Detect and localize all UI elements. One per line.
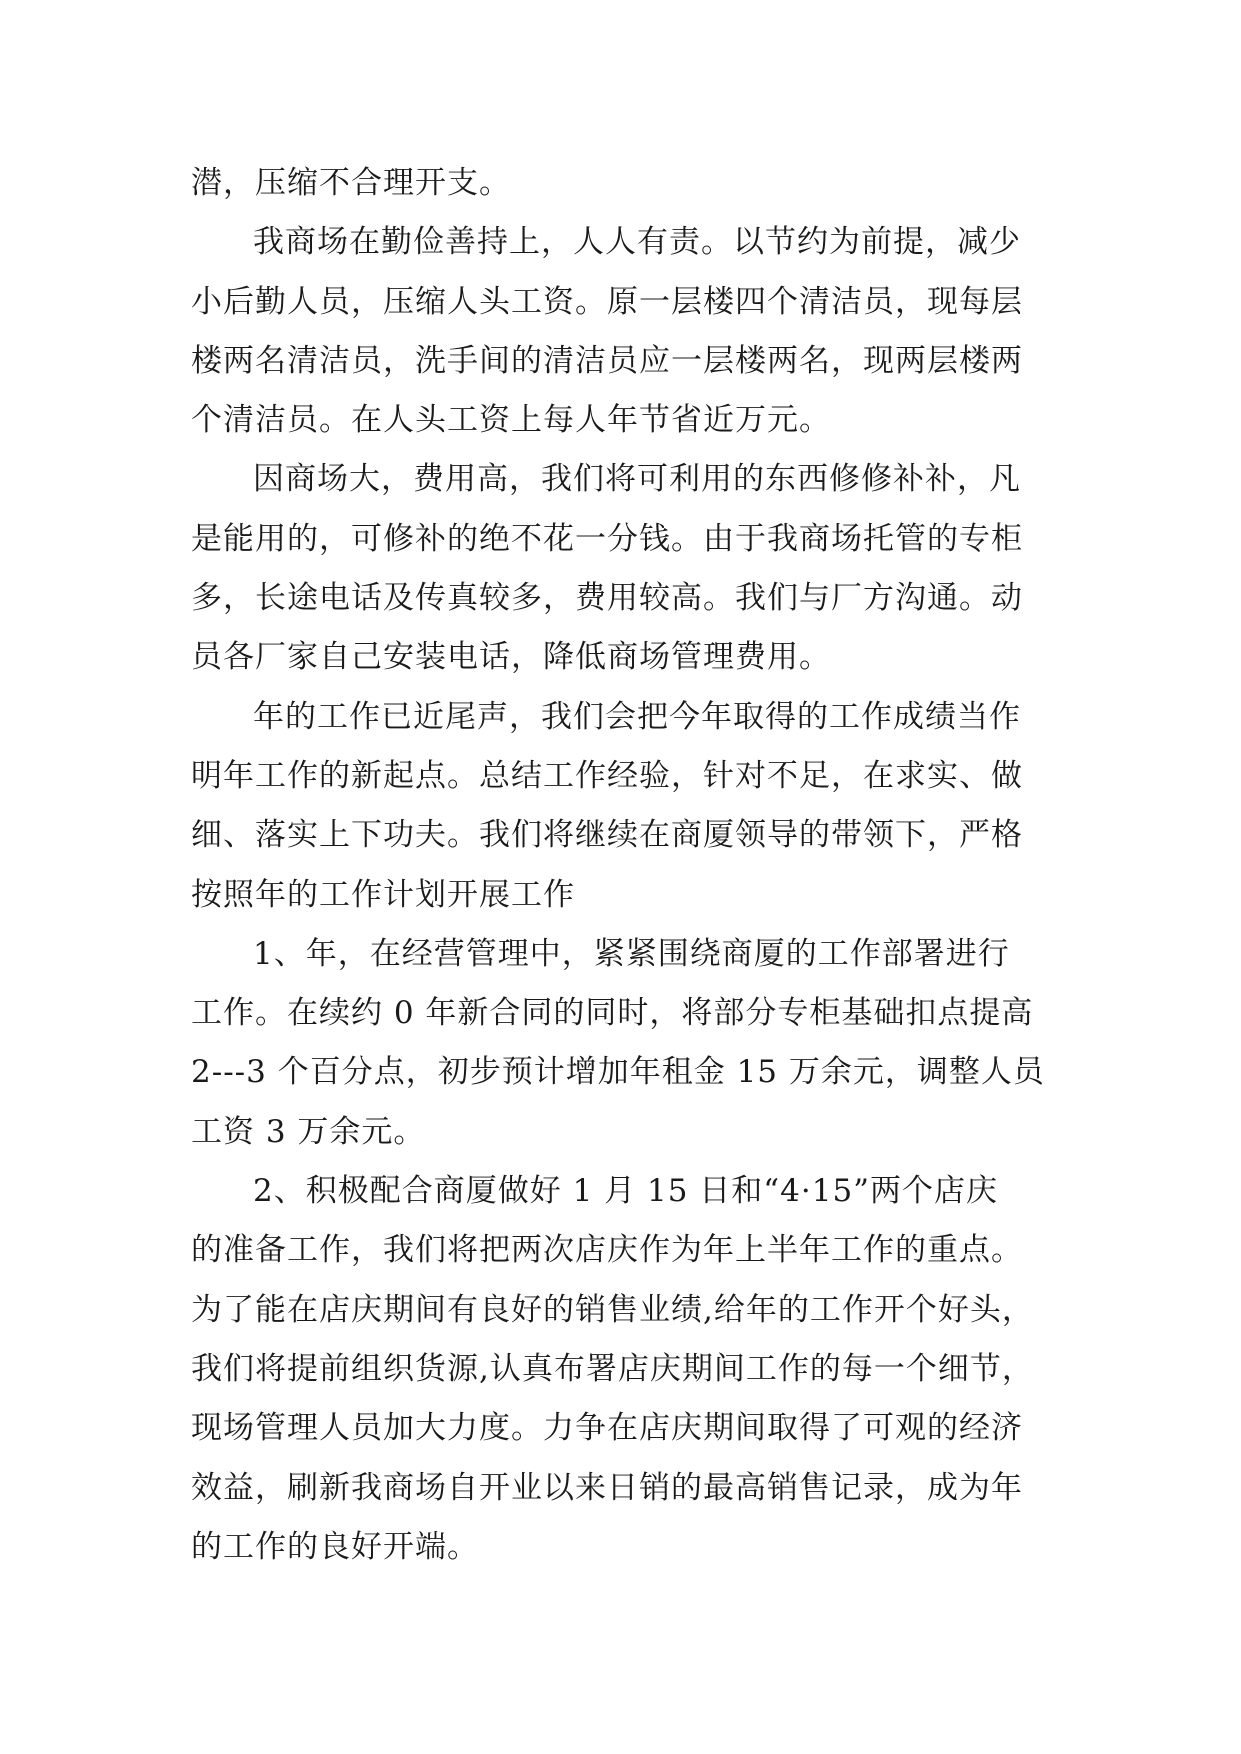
- text-line: 的工作的良好开端。: [191, 1528, 479, 1565]
- text-line: 我们将提前组织货源,认真布署店庆期间工作的每一个细节，: [191, 1350, 1034, 1387]
- text-line: 楼两名清洁员，洗手间的清洁员应一层楼两名，现两层楼两: [191, 342, 1023, 379]
- text-line: 我商场在勤俭善持上，人人有责。以节约为前提，减少: [253, 224, 1021, 261]
- text-line: 年的工作已近尾声，我们会把今年取得的工作成绩当作: [253, 698, 1021, 735]
- text-line: 按照年的工作计划开展工作: [191, 876, 575, 913]
- text-line: 明年工作的新起点。总结工作经验，针对不足，在求实、做: [191, 757, 1023, 794]
- text-line: 个清洁员。在人头工资上每人年节省近万元。: [191, 402, 831, 439]
- text-line: 多，长途电话及传真较多，费用较高。我们与厂方沟通。动: [191, 580, 1023, 617]
- document-body: [191, 154, 1051, 1577]
- text-line: 1、年，在经营管理中，紧紧围绕商厦的工作部署进行: [253, 935, 1010, 972]
- text-line: 工资 3 万余元。: [191, 1113, 426, 1150]
- text-line: 工作。在续约 0 年新合同的同时，将部分专柜基础扣点提高: [191, 995, 1034, 1032]
- text-line: 细、落实上下功夫。我们将继续在商厦领导的带领下，严格: [191, 817, 1023, 854]
- text-line: 员各厂家自己安装电话，降低商场管理费用。: [191, 639, 831, 676]
- text-line: 的准备工作，我们将把两次店庆作为年上半年工作的重点。: [191, 1232, 1023, 1269]
- text-line: 为了能在店庆期间有良好的销售业绩,给年的工作开个好头，: [191, 1291, 1034, 1328]
- text-line: 潜，压缩不合理开支。: [191, 165, 511, 201]
- text-line: 是能用的，可修补的绝不花一分钱。由于我商场托管的专柜: [191, 520, 1023, 557]
- text-line: 现场管理人员加大力度。力争在店庆期间取得了可观的经济: [191, 1410, 1023, 1447]
- text-line: 效益，刷新我商场自开业以来日销的最高销售记录，成为年: [191, 1469, 1023, 1506]
- text-line: 2、积极配合商厦做好 1 月 15 日和“4·15”两个店庆: [253, 1173, 999, 1210]
- text-line: 因商场大，费用高，我们将可利用的东西修修补补，凡: [253, 461, 1021, 498]
- text-line: 小后勤人员，压缩人头工资。原一层楼四个清洁员，现每层: [191, 283, 1023, 320]
- text-line: 2---3 个百分点，初步预计增加年租金 15 万余元，调整人员: [191, 1054, 1045, 1091]
